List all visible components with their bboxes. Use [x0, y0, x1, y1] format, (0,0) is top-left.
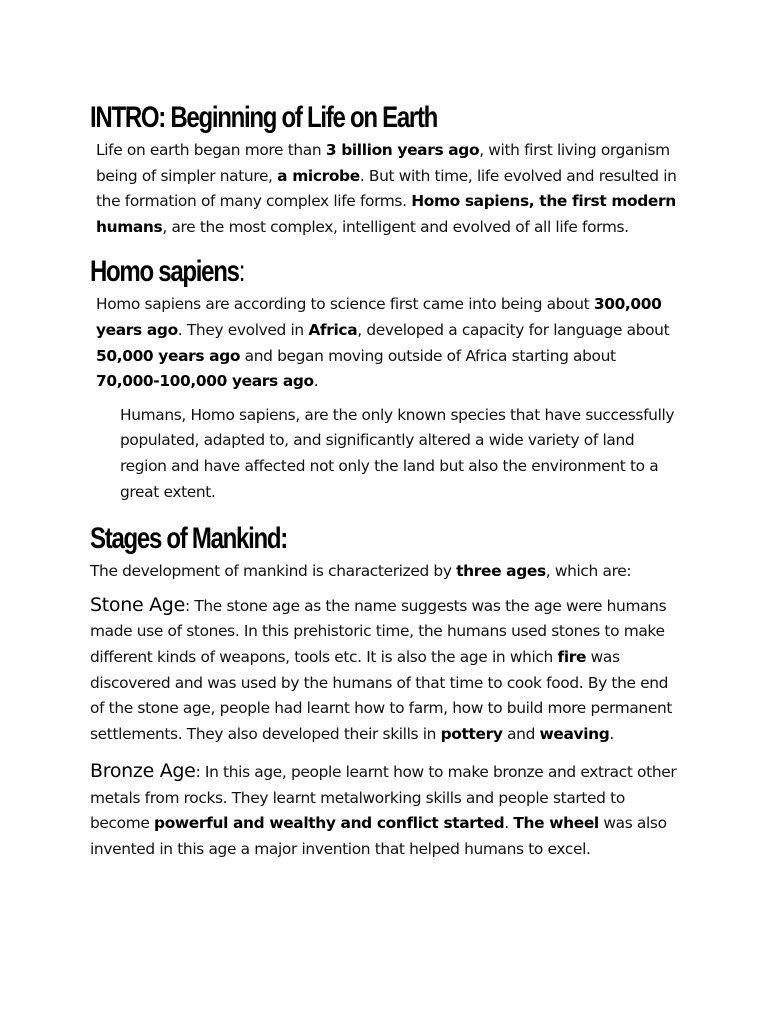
paragraph-bronze-age	[90, 759, 680, 862]
bold-span: 300,000 years ago	[96, 295, 662, 339]
bold-span: Homo sapiens, the first modern humans	[96, 192, 676, 236]
bronze-age-title: Bronze Age	[90, 760, 196, 783]
text-span: .	[609, 724, 614, 743]
text-span: was discovered and was used by the humans of that time to cook food. By the end of the stone age, people had learnt how to farm, how to build more permanent settlements. They also developed their skills in	[90, 647, 673, 743]
bold-span: pottery	[440, 724, 503, 743]
heading-colon: :	[238, 255, 246, 289]
bold-span: 70,000-100,000 years ago	[96, 372, 314, 391]
document-content	[90, 98, 680, 863]
text-span: , which are:	[545, 562, 632, 581]
bold-span: a microbe	[277, 166, 360, 185]
paragraph-intro	[90, 138, 680, 240]
paragraph-homo-sapiens-2: Humans, Homo sapiens, are the only known species that have successfully populated, adapted to, and significantly altered a wide variety of land region and have affected not only the land but also the environment to a great extent.	[120, 405, 675, 501]
text-span: was also invented in this age a major invention that helped humans to excel.	[90, 814, 667, 859]
bold-span: fire	[557, 647, 587, 666]
bold-span: three ages	[456, 562, 546, 581]
bold-span: 3 billion years ago	[325, 141, 480, 159]
text-span: Homo sapiens are according to science first came into being about	[96, 295, 594, 314]
stone-age-title: Stone Age	[90, 593, 185, 616]
paragraph-stone-age	[90, 593, 680, 748]
bold-span: weaving	[539, 724, 610, 743]
text-span: and began moving outside of Africa starting about	[240, 346, 616, 365]
text-span: , are the most complex, intelligent and evolved of all life forms.	[162, 217, 629, 236]
heading-text: Homo sapiens	[90, 255, 239, 289]
paragraph-homo-sapiens-1	[90, 292, 680, 394]
text-span: .	[313, 372, 319, 391]
heading-homo-sapiens	[90, 252, 562, 292]
text-span: , developed a capacity for language about	[357, 320, 670, 339]
text-span: .	[504, 814, 514, 833]
paragraph-stages	[90, 559, 680, 585]
text-span: . They evolved in	[177, 320, 309, 339]
text-span: . But with time, life evolved and resulted in the formation of many complex life forms.	[96, 166, 677, 211]
heading-intro: INTRO: Beginning of Life on Earth	[90, 101, 438, 134]
bold-span: 50,000 years ago	[96, 346, 241, 365]
bold-span: The wheel	[513, 814, 599, 833]
text-span: and	[502, 724, 540, 743]
text-span: : The stone age as the name suggests was the age were humans made use of stones. In this prehistoric time, the humans used stones to make different kinds of weapons, tools etc. It is also the age in which	[90, 596, 667, 666]
text-span: : In this age, people learnt how to make bronze and extract other metals from rocks. They learnt metalworking skills and people started to become	[90, 763, 677, 833]
text-span: Life on earth began more than	[96, 141, 326, 159]
text-span: , with first living organism being of simpler nature,	[96, 141, 670, 185]
text-span: The development of mankind is characterized by	[90, 562, 457, 581]
bold-span: Africa	[308, 320, 358, 339]
bold-span: powerful and wealthy and conflict started	[154, 814, 505, 833]
heading-stages-of-mankind: Stages of Mankind:	[90, 522, 287, 556]
